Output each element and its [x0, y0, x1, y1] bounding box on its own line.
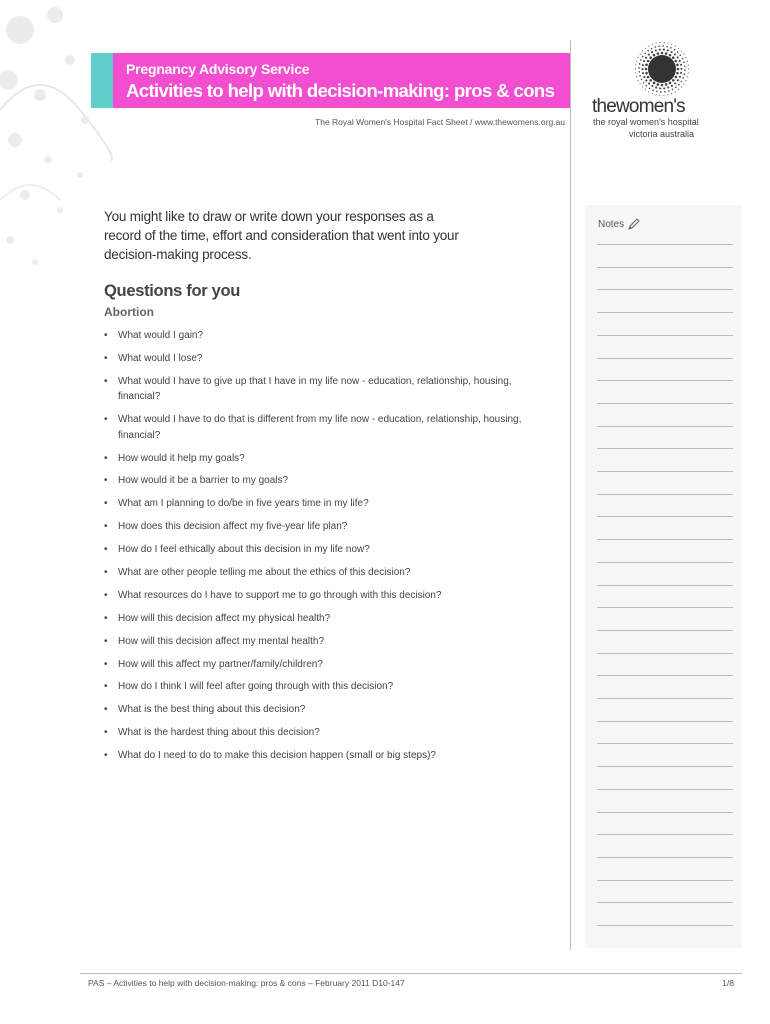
notes-line: [597, 789, 733, 790]
question-item: • What would I have to give up that I have in my life now - education, relationship, housing, financial?: [104, 374, 544, 405]
notes-line: [597, 244, 733, 245]
question-item: • How do I think I will feel after going through with this decision?: [104, 679, 544, 695]
section-subtitle: Abortion: [104, 305, 154, 319]
question-item: • How would it help my goals?: [104, 451, 544, 467]
page-number: 1/8: [722, 978, 734, 988]
question-item: • How do I feel ethically about this decision in my life now?: [104, 542, 544, 558]
intro-text: You might like to draw or write down your responses as a record of the time, effort and consideration that went into your decision-making process.: [104, 209, 459, 262]
decorative-artwork: [0, 0, 120, 300]
section-title: Questions for you: [104, 282, 241, 300]
footer-text: PAS – Activities to help with decision-making: pros & cons – February 2011 D10-147: [88, 978, 405, 988]
question-item: • What would I have to do that is different from my life now - education, relationship, housing, financial?: [104, 412, 544, 443]
notes-line: [597, 607, 733, 608]
page-title: Activities to help with decision-making: pros & cons: [126, 80, 555, 101]
question-item: • What is the best thing about this decision?: [104, 702, 544, 718]
notes-line: [597, 743, 733, 744]
footer-divider: [80, 973, 742, 974]
question-item: • How does this decision affect my five-year life plan?: [104, 519, 544, 535]
question-item: • What would I gain?: [104, 328, 544, 344]
question-item: • What am I planning to do/be in five years time in my life?: [104, 496, 544, 512]
notes-line: [597, 585, 733, 586]
notes-line: [597, 562, 733, 563]
notes-line: [597, 494, 733, 495]
question-item: • How would it be a barrier to my goals?: [104, 473, 544, 489]
notes-line: [597, 289, 733, 290]
service-name: Pregnancy Advisory Service: [126, 61, 310, 77]
notes-line: [597, 539, 733, 540]
notes-line: [597, 358, 733, 359]
question-item: • How will this decision affect my mental health?: [104, 634, 544, 650]
sun-logo-icon: [633, 40, 691, 98]
question-item: • What is the hardest thing about this decision?: [104, 725, 544, 741]
notes-line: [597, 426, 733, 427]
notes-line: [597, 880, 733, 881]
notes-line: [597, 698, 733, 699]
header-banner: [113, 53, 570, 108]
question-item: • How will this affect my partner/family/children?: [104, 657, 544, 673]
notes-line: [597, 925, 733, 926]
factsheet-source: The Royal Women's Hospital Fact Sheet / www.thewomens.org.au: [315, 117, 565, 127]
question-item: • How will this decision affect my physical health?: [104, 611, 544, 627]
notes-line: [597, 902, 733, 903]
question-item: • What do I need to do to make this decision happen (small or big steps)?: [104, 748, 544, 764]
logo-hospital-name: the royal women's hospital: [593, 117, 699, 127]
notes-line: [597, 834, 733, 835]
logo-wordmark: thewomen's: [592, 96, 685, 117]
pencil-icon: [627, 217, 641, 231]
notes-header: [598, 217, 641, 231]
notes-line: [597, 312, 733, 313]
notes-line: [597, 721, 733, 722]
logo-location: victoria australia: [629, 129, 695, 139]
notes-line: [597, 471, 733, 472]
notes-line: [597, 403, 733, 404]
notes-line: [597, 812, 733, 813]
notes-panel: [585, 205, 742, 948]
question-item: • What would I lose?: [104, 351, 544, 367]
question-list: [104, 328, 544, 771]
column-divider: [570, 40, 571, 950]
notes-label: Notes: [598, 218, 625, 230]
question-item: • What resources do I have to support me to go through with this decision?: [104, 588, 544, 604]
notes-line: [597, 380, 733, 381]
notes-line: [597, 675, 733, 676]
banner-accent: [91, 53, 113, 108]
question-item: • What are other people telling me about the ethics of this decision?: [104, 565, 544, 581]
notes-line: [597, 630, 733, 631]
notes-line: [597, 335, 733, 336]
notes-line: [597, 267, 733, 268]
notes-line: [597, 857, 733, 858]
notes-line: [597, 448, 733, 449]
notes-line: [597, 766, 733, 767]
notes-line: [597, 653, 733, 654]
notes-line: [597, 516, 733, 517]
